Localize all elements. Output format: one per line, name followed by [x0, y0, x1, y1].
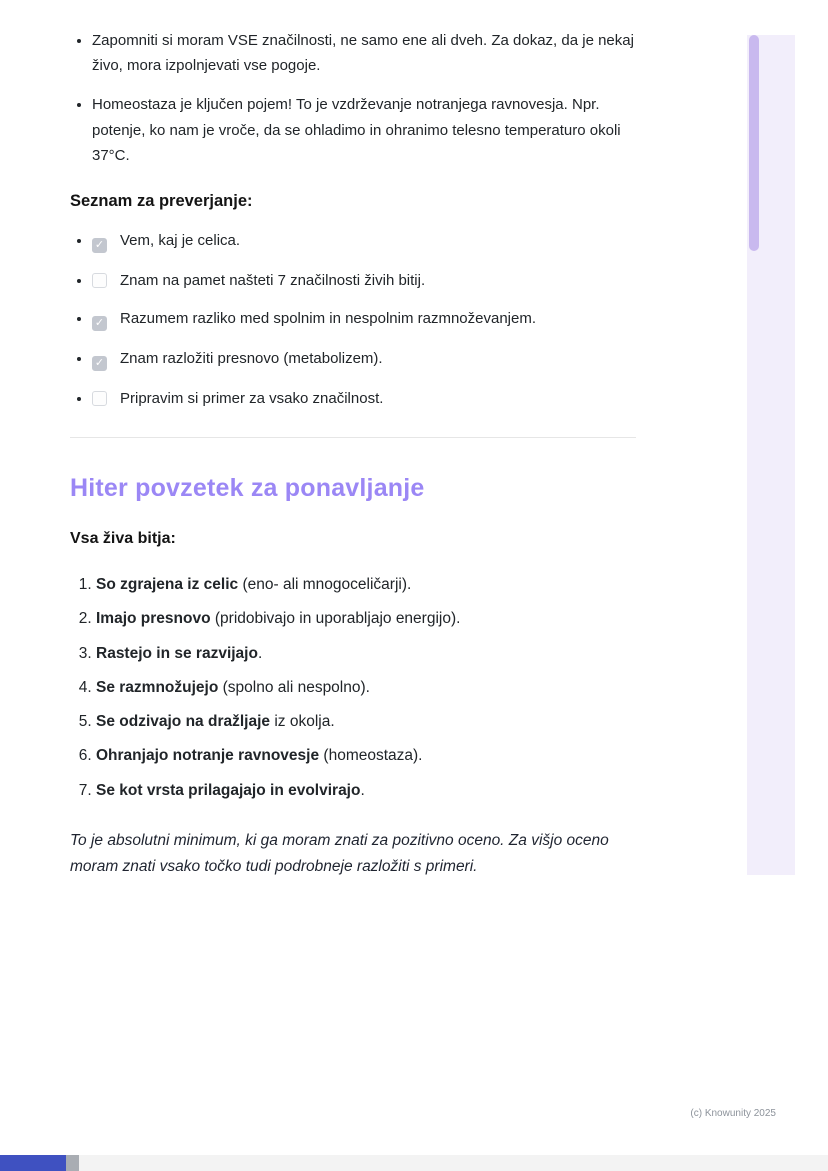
scrollbar-track[interactable]	[747, 35, 795, 875]
summary-item-bold: Imajo presnovo	[96, 610, 211, 628]
checklist-item	[92, 231, 636, 253]
checklist-item	[92, 271, 636, 291]
checklist-item-label: Pripravim si primer za vsako značilnost.	[120, 389, 384, 407]
summary-item-rest: (pridobivajo in uporabljajo energijo).	[210, 610, 461, 628]
document-content	[70, 28, 636, 880]
bottom-strip	[0, 1155, 828, 1171]
section-divider	[70, 437, 636, 438]
checkbox-icon[interactable]	[92, 356, 107, 371]
checklist-item	[92, 309, 636, 331]
summary-item	[96, 573, 636, 596]
checkbox-icon[interactable]	[92, 273, 107, 288]
summary-item-rest: (homeostaza).	[319, 747, 423, 765]
checklist-item-label: Znam razložiti presnovo (metabolizem).	[120, 350, 383, 368]
checklist-title: Seznam za preverjanje:	[70, 191, 253, 210]
checkbox-icon[interactable]	[92, 238, 107, 253]
summary-item-bold: Se odzivajo na dražljaje	[96, 713, 271, 731]
summary-item-rest: (spolno ali nespolno).	[218, 678, 370, 696]
summary-subtitle: Vsa živa bitja:	[70, 530, 176, 548]
summary-item-bold: Se razmnožujejo	[96, 678, 219, 696]
summary-item-rest: .	[360, 781, 365, 799]
summary-item-bold: Ohranjajo notranje ravnovesje	[96, 747, 320, 765]
summary-item-rest: iz okolja.	[270, 713, 335, 731]
checklist-item-label: Razumem razliko med spolnim in nespolnim razmnoževanjem.	[120, 310, 536, 328]
copyright-text: (c) Knowunity 2025	[690, 1108, 776, 1119]
intro-bullet: • Homeostaza je ključen pojem! To je vzdrževanje notranjega ravnovesja. Npr. potenje, ko nam je vroče, da se ohladimo in ohranimo telesno temperaturo okoli 37°C.	[92, 92, 636, 168]
summary-item	[96, 607, 636, 630]
summary-item	[96, 676, 636, 699]
summary-item	[96, 642, 636, 665]
summary-numbered-list	[70, 573, 636, 802]
summary-heading: Hiter povzetek za ponavljanje	[70, 474, 425, 503]
intro-bullet: • Zapomniti si moram VSE značilnosti, ne samo ene ali dveh. Za dokaz, da je nekaj živo, mora izpolnjevati vse pogoje.	[92, 28, 636, 78]
summary-item-rest: .	[257, 644, 263, 662]
summary-item	[96, 710, 636, 733]
summary-item	[96, 779, 636, 802]
bottom-progress-bar	[0, 1155, 66, 1171]
checkbox-icon[interactable]	[92, 391, 107, 406]
checklist	[70, 231, 636, 409]
summary-item-bold: Rastejo in se razvijajo	[96, 644, 258, 662]
checklist-item-label: Znam na pamet našteti 7 značilnosti živih bitij.	[120, 271, 426, 289]
checklist-item	[92, 349, 636, 371]
checkbox-icon[interactable]	[92, 316, 107, 331]
scrollbar-thumb[interactable]	[749, 35, 759, 251]
intro-bullet-list	[70, 28, 636, 168]
summary-item-bold: Se kot vrsta prilagajajo in evolvirajo	[96, 781, 361, 799]
closing-note: To je absolutni minimum, ki ga moram znati za pozitivno oceno. Za višjo oceno moram znati vsako točko tudi podrobneje razložiti s primeri.	[70, 831, 609, 875]
summary-item-bold: So zgrajena iz celic	[96, 576, 239, 594]
checklist-item-label: Vem, kaj je celica.	[120, 231, 241, 249]
checklist-item	[92, 389, 636, 409]
summary-item-rest: (eno- ali mnogoceličarji).	[238, 576, 412, 594]
summary-item	[96, 744, 636, 767]
bottom-progress-bar-end	[66, 1155, 79, 1171]
